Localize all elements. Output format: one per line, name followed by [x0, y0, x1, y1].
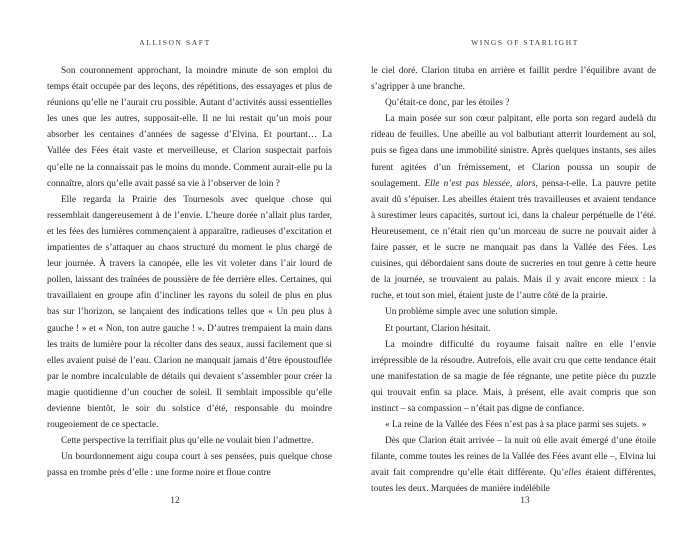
- running-head-title: WINGS OF STARLIGHT: [471, 38, 579, 47]
- paragraph: le ciel doré. Clarion tituba en arrière et faillit perdre l’équilibre avant de s’agripper à une branche.: [371, 66, 656, 93]
- left-page-body: [47, 63, 332, 481]
- paragraph: [371, 433, 656, 497]
- text-run: Dès que Clarion était arrivée – la nuit où elle avait émergé d’une étoile filante, comme toutes les reines de la Vallée des Fées avant elle –, Elvina lui avait fait comprendre qu’elle était différente. Qu’: [371, 436, 656, 479]
- paragraph: Cette perspective la terrifiait plus qu’elle ne voulait bien l’admettre.: [61, 436, 314, 447]
- right-page-body: [371, 63, 656, 498]
- paragraph: « La reine de la Vallée des Fées n’est pas à sa place parmi ses sujets. »: [385, 420, 647, 431]
- paragraph: Qu’était-ce donc, par les étoiles ?: [385, 98, 510, 109]
- page-number: 13: [520, 496, 530, 506]
- right-page: [350, 0, 700, 538]
- italic-emphasis: elles: [564, 468, 582, 479]
- text-run: , pensa-t-elle. La pauvre petite avait dû s’épuiser. Les abeilles étaient très travailleuses et avaient tendance à surestimer leurs capacités, surtout ici, dans la chaleur perpétuelle de l’été. Heureusement, ce n’était rien qu’un morceau de sucre ne pouvait aider à faire passer, et le sucre ne manquait pas dans la Vallée des Fées. Les cuisines, qui débordaient sans doute de sucreries en tout genre à cette heure de la journée, se trouvaient au palais. Mais il y avait encore mieux : la ruche, et tout son miel, étaient juste de l’autre côté de la prairie.: [371, 178, 657, 302]
- paragraph: Son couronnement approchant, la moindre minute de son emploi du temps était occupée par des leçons, des répétitions, des essayages et plus de réunions qu’elle ne l’aurait cru possible. Autant d’activités aussi essentielles les unes que les autres, supposait-elle. Il ne lui restait qu’un mois pour absorber les centaines d’années de sagesse d’Elvina. Et pourtant… La Vallée des Fées était vaste et merveilleuse, et Clarion suspectait parfois qu’elle ne la connaissait pas le moins du monde. Comment aurait-elle pu la connaître, alors qu’elle avait passé sa vie à l’observer de loin ?: [47, 66, 332, 189]
- italic-thought: Elle n’est pas blessée, alors: [424, 178, 536, 189]
- paragraph: La moindre difficulté du royaume faisait naître en elle l’envie irrépressible de la résoudre. Autrefois, elle avait cru que cette tendance était une manifestation de sa magie de fée régnante, une petite pièce du puzzle qui trouvait enfin sa place. Mais, à présent, elle avait compris que son instinct – sa compassion – n’était pas digne de confiance.: [371, 339, 656, 414]
- paragraph: Et pourtant, Clarion hésitait.: [385, 323, 491, 334]
- paragraph: [371, 111, 656, 304]
- paragraph: Un bourdonnement aigu coupa court à ses pensées, puis quelque chose passa en trombe près d’elle : une forme noire et floue contre: [47, 452, 332, 479]
- running-head-author: ALLISON SAFT: [139, 38, 211, 47]
- paragraph: Elle regarda la Prairie des Tournesols avec quelque chose qui ressemblait dangereusement à de l’envie. L’heure dorée n’allait plus tarder, et les fées des lumières commençaient à apparaître, radieuses d’excitation et impatientes de s’attaquer au chaos structuré du moment le plus chargé de leur journée. À travers la canopée, elle les vit voleter dans l’air lourd de pollen, laissant des traînées de poussière de fée derrière elles. Certaines, qui travaillaient en groupe afin d’incliner les rayons du soleil de plus en plus bas sur l’horizon, se lançaient des indications telles que « Un peu plus à gauche ! » et « Non, ton autre gauche ! ». D’autres trempaient la main dans les traits de lumière pour la récolter dans des seaux, aussi facilement que si elles avaient puisé de l’eau. Clarion ne manquait jamais d’être époustouflée par le nombre incalculable de détails qui devaient s’assembler pour créer la magie quotidienne d’un coucher de soleil. Il semblait impossible qu’elle devienne bientôt, le soir du solstice d’été, responsable du moindre rougeoiement de ce spectacle.: [47, 194, 332, 431]
- page-number: 12: [170, 496, 180, 506]
- paragraph: Un problème simple avec une solution simple.: [385, 307, 558, 318]
- text-run: La main posée sur son cœur palpitant, elle porta son regard audelà du rideau de feuilles. Une abeille au vol balbutiant atterrit lourdement au sol, puis se figea dans une immobilité sinistre. Après quelques instants, ses ailes furent agitées d’un frémissement, et Clarion poussa un soupir de soulagement.: [371, 114, 656, 189]
- text-run: étaient différentes, toutes les deux. Marquées de manière indélébile: [371, 468, 656, 495]
